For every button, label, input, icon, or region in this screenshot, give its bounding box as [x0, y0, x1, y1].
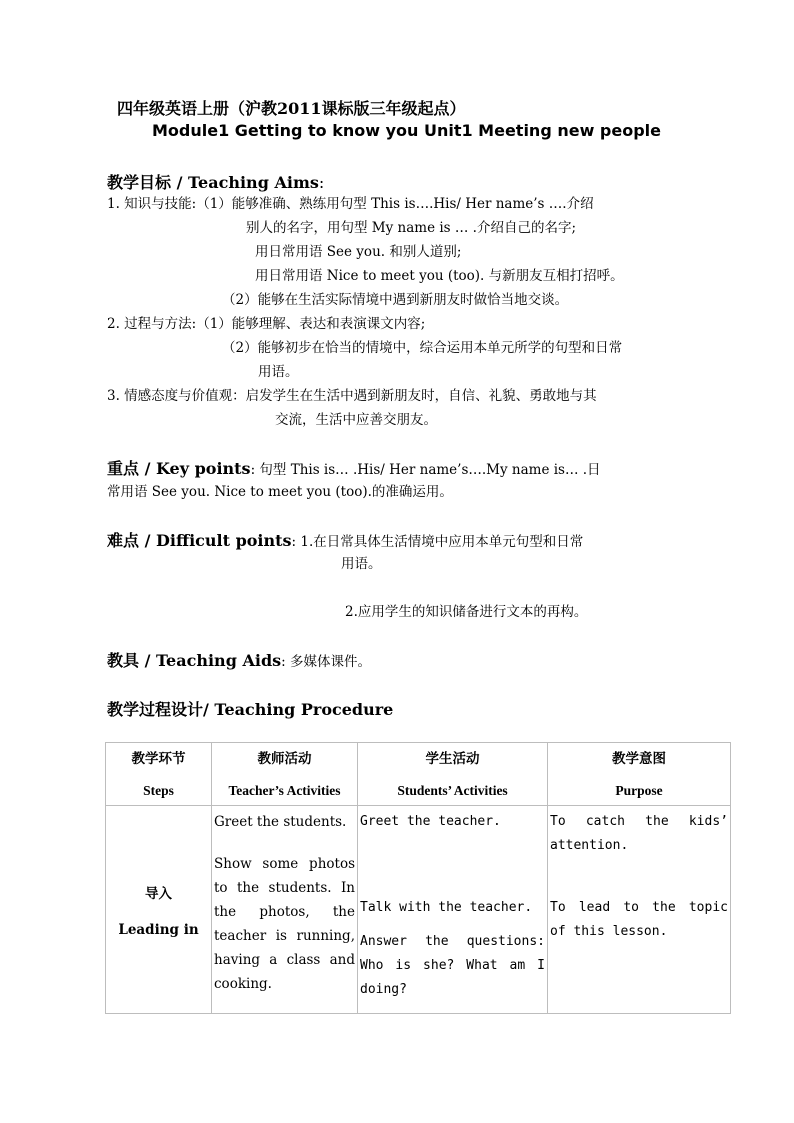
teacher-activity-1: Greet the students. [214, 814, 347, 830]
aids-text: : 多媒体课件。 [281, 654, 371, 670]
difficult-points-heading: 难点 / Difficult points [107, 531, 292, 550]
aims-line-7: （2）能够初步在恰当的情境中，综合运用本单元所学的句型和日常 [222, 340, 623, 356]
header-purpose-zh: 教学意图 [612, 751, 666, 767]
difficult-points-text-1: : 1.在日常具体生活情境中应用本单元句型和日常 [291, 534, 584, 550]
teacher-activity-cell [212, 806, 358, 1014]
header-students-en: Students’ Activities [397, 783, 508, 798]
difficult-points-line-1 [107, 528, 583, 551]
header-steps-zh: 教学环节 [131, 751, 186, 767]
student-activity-3: Answer the questions: Who is she? What am I doing? [360, 934, 545, 997]
header-purpose-en: Purpose [615, 783, 663, 798]
student-activity-2: Talk with the teacher. [360, 900, 533, 915]
purpose-cell [548, 806, 731, 1014]
header-cell-purpose [548, 743, 731, 806]
aims-line-8: 用语。 [258, 364, 299, 380]
header-cell-teacher [212, 743, 358, 806]
aids-line [107, 648, 371, 671]
aims-line-4: 用日常用语 Nice to meet you (too). 与新朋友互相打招呼。 [255, 268, 624, 284]
aims-line-6: 2. 过程与方法:（1）能够理解、表达和表演课文内容; [107, 316, 426, 332]
teacher-activity-2: Show some photos to the students. In the photos, the teacher is running, having a class and cooking. [214, 856, 355, 992]
key-points-text-2: 常用语 See you. Nice to meet you (too).的准确运用。 [107, 484, 453, 500]
student-activity-1: Greet the teacher. [360, 814, 501, 829]
header-teacher-en: Teacher’s Activities [228, 783, 341, 798]
difficult-points-text-2: 用语。 [341, 556, 382, 572]
procedure-heading: 教学过程设计/ Teaching Procedure [107, 700, 394, 719]
aids-heading: 教具 / Teaching Aids [107, 651, 282, 670]
header-steps-en: Steps [143, 783, 174, 798]
key-points-text-1: : 句型 This is… .His/ Her name’s….My name is… .日 [250, 462, 601, 478]
aims-line-1: 1. 知识与技能:（1）能够准确、熟练用句型 This is….His/ Her name’s ….介绍 [107, 196, 594, 212]
document-subtitle: Module1 Getting to know you Unit1 Meeting new people [152, 121, 662, 140]
difficult-points-text-3: 2.应用学生的知识储备进行文本的再构。 [345, 604, 588, 620]
aims-heading-text: 教学目标 / Teaching Aims [107, 173, 319, 192]
purpose-2: To lead to the topic of this lesson. [550, 900, 728, 939]
header-students-zh: 学生活动 [425, 751, 480, 767]
stage-cell [106, 806, 212, 1014]
table-row [106, 806, 731, 1014]
aims-line-2: 别人的名字，用句型 My name is … .介绍自己的名字; [246, 220, 577, 236]
table-header-row [106, 743, 731, 806]
aims-line-9: 3. 情感态度与价值观：启发学生在生活中遇到新朋友时，自信、礼貌、勇敢地与其 [107, 388, 597, 404]
key-points-heading: 重点 / Key points [107, 459, 251, 478]
aims-line-5: （2）能够在生活实际情境中遇到新朋友时做恰当地交谈。 [222, 292, 569, 308]
aims-heading-colon: : [318, 173, 325, 192]
document-title: 四年级英语上册（沪教2011课标版三年级起点） [117, 99, 466, 118]
header-cell-steps [106, 743, 212, 806]
aims-line-10: 交流，生活中应善交朋友。 [275, 412, 437, 428]
header-teacher-zh: 教师活动 [257, 751, 312, 767]
key-points-line-1 [107, 456, 601, 479]
procedure-table [105, 742, 731, 1014]
purpose-1: To catch the kids’ attention. [550, 814, 728, 853]
stage-zh: 导入 [145, 885, 172, 902]
aims-line-3: 用日常用语 See you. 和别人道别; [255, 244, 462, 260]
header-cell-students [358, 743, 548, 806]
stage-en: Leading in [118, 921, 199, 938]
student-activity-cell [358, 806, 548, 1014]
aims-heading [107, 170, 324, 193]
